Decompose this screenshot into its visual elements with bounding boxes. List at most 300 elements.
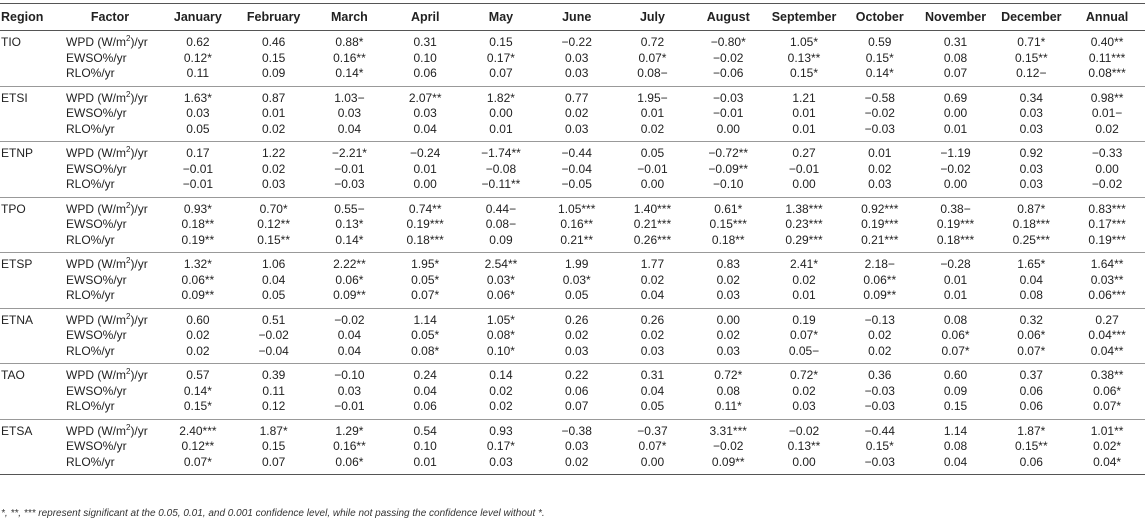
value-cell: 0.01 <box>868 146 892 160</box>
value-cell: 0.13* <box>335 217 364 231</box>
region-cell <box>0 399 60 419</box>
value-cell: 0.03** <box>1090 272 1124 287</box>
value-cell: 0.06* <box>1017 328 1046 342</box>
value-cell: 0.02 <box>489 383 513 398</box>
col-header-august: August <box>690 4 766 31</box>
value-cell: 0.00 <box>766 455 842 475</box>
value-cell: 0.39 <box>261 368 286 382</box>
value-cell: 1.32* <box>183 257 212 271</box>
value-cell: 0.01 <box>640 106 665 120</box>
factor-cell-rlo: RLO%/yr <box>60 455 160 475</box>
value-cell: 0.05 <box>539 288 615 308</box>
value-cell: −0.03 <box>713 90 744 105</box>
region-cell: ETNA <box>1 312 34 327</box>
value-cell: 0.27 <box>1095 312 1119 327</box>
table-row <box>0 344 1145 364</box>
col-header-november: November <box>918 4 994 31</box>
value-cell: 0.03 <box>842 177 918 197</box>
value-cell: 0.03 <box>539 122 615 142</box>
factor-cell-ewso: EWSO%/yr <box>66 328 127 342</box>
value-cell: 0.26 <box>565 312 589 327</box>
value-cell: 0.15 <box>261 50 286 65</box>
value-cell: 0.00 <box>489 106 513 120</box>
value-cell: −0.01 <box>312 399 388 419</box>
value-cell: 0.92 <box>1019 146 1043 160</box>
value-cell: 1.82* <box>486 90 515 105</box>
value-cell: 0.13** <box>787 439 821 453</box>
table-row <box>0 253 1145 273</box>
results-table <box>0 3 1145 475</box>
value-cell: 0.03 <box>236 177 312 197</box>
table-row <box>0 122 1145 142</box>
table-row <box>0 31 1145 51</box>
value-cell: 0.09** <box>312 288 388 308</box>
value-cell: −0.44 <box>561 146 592 160</box>
factor-cell-wpd: WPD $(W/m^2)/yr$ <box>66 256 148 271</box>
value-cell: −2.21* <box>331 146 367 160</box>
value-cell: 0.01 <box>918 288 994 308</box>
col-header-september: September <box>766 4 842 31</box>
table-body <box>0 31 1145 475</box>
region-cell: TIO <box>1 35 21 49</box>
value-cell: 0.09 <box>463 233 539 253</box>
value-cell: 0.31 <box>413 35 437 49</box>
value-cell: 0.11*** <box>1088 50 1126 65</box>
value-cell: 0.07* <box>789 328 819 342</box>
value-cell: 0.14* <box>842 66 918 86</box>
value-cell: 1.99 <box>565 257 589 271</box>
region-cell <box>0 106 60 122</box>
value-cell: 1.63* <box>183 90 212 105</box>
value-cell: 0.15* <box>766 66 842 86</box>
col-header-july: July <box>615 4 691 31</box>
value-cell: 0.03 <box>766 399 842 419</box>
value-cell: 0.08*** <box>1069 66 1145 86</box>
value-cell: 0.21** <box>539 233 615 253</box>
value-cell: −0.02 <box>713 50 744 65</box>
value-cell: 0.10 <box>413 50 437 65</box>
value-cell: 0.02 <box>160 344 236 364</box>
value-cell: −0.38 <box>561 423 592 438</box>
value-cell: 0.00 <box>387 177 463 197</box>
value-cell: 0.08 <box>943 439 968 453</box>
value-cell: 0.03* <box>486 272 515 287</box>
region-cell: ETSP <box>1 257 33 271</box>
factor-cell-wpd: WPD $(W/m^2)/yr$ <box>66 200 148 216</box>
value-cell: 0.04 <box>413 383 437 398</box>
value-cell: 0.04 <box>261 272 286 287</box>
value-cell: −0.02 <box>334 312 365 327</box>
value-cell: 0.69 <box>943 90 968 105</box>
value-cell: 0.23*** <box>785 217 823 231</box>
value-cell: 0.04 <box>312 122 388 142</box>
value-cell: 0.05 <box>615 399 691 419</box>
value-cell: 0.06* <box>335 272 364 287</box>
value-cell: 0.06* <box>1093 383 1122 398</box>
value-cell: 0.26 <box>640 312 665 327</box>
col-header-april: April <box>387 4 463 31</box>
value-cell: 0.03 <box>993 122 1069 142</box>
factor-cell-rlo: RLO%/yr <box>60 344 160 364</box>
value-cell: 0.24 <box>413 368 437 382</box>
value-cell: −0.08 <box>485 161 517 176</box>
superscript: 2 <box>125 34 131 43</box>
value-cell: 0.16** <box>560 217 594 231</box>
table-row <box>0 308 1145 328</box>
table-row <box>0 217 1145 233</box>
value-cell: 0.11 <box>160 66 236 86</box>
region-cell <box>0 66 60 86</box>
value-cell: 0.15*** <box>709 217 747 231</box>
value-cell: −0.04 <box>561 161 592 176</box>
value-cell: −0.28 <box>940 257 971 271</box>
value-cell: 0.14 <box>489 368 513 382</box>
value-cell: 0.17* <box>486 50 515 65</box>
value-cell: −0.03 <box>864 383 895 398</box>
value-cell: −0.01 <box>334 161 365 176</box>
value-cell: 0.03 <box>615 344 691 364</box>
col-header-february: February <box>236 4 312 31</box>
table-row <box>0 399 1145 419</box>
value-cell: 0.71* <box>1017 35 1046 49</box>
value-cell: 0.02* <box>1093 439 1122 453</box>
value-cell: 0.22 <box>565 368 589 382</box>
table-header <box>0 4 1145 31</box>
value-cell: 0.01 <box>766 122 842 142</box>
value-cell: 0.15* <box>865 439 894 453</box>
value-cell: 0.02 <box>868 328 892 342</box>
value-cell: 0.18** <box>181 217 215 231</box>
value-cell: 0.00 <box>615 455 691 475</box>
region-cell <box>0 288 60 308</box>
table-row <box>0 419 1145 439</box>
value-cell: −0.09** <box>708 161 749 176</box>
value-cell: 1.64** <box>1090 257 1124 271</box>
value-cell: 0.03 <box>337 383 362 398</box>
value-cell: 0.00 <box>943 106 968 120</box>
value-cell: 0.03 <box>690 288 766 308</box>
value-cell: 0.25*** <box>993 233 1069 253</box>
value-cell: 0.54 <box>413 423 437 438</box>
value-cell: 0.37 <box>1019 368 1043 382</box>
value-cell: 0.93 <box>489 423 513 438</box>
value-cell: 1.14 <box>943 423 968 438</box>
value-cell: 0.01 <box>463 122 539 142</box>
value-cell: 0.06 <box>993 399 1069 419</box>
region-cell: ETNP <box>1 146 34 160</box>
value-cell: 0.36 <box>868 368 892 382</box>
value-cell: 0.01 <box>918 122 994 142</box>
value-cell: 2.22** <box>333 257 366 271</box>
value-cell: 0.07* <box>993 344 1069 364</box>
value-cell: 0.92*** <box>861 201 899 216</box>
factor-cell-rlo: RLO%/yr <box>60 399 160 419</box>
value-cell: 0.06* <box>941 328 970 342</box>
value-cell: −0.13 <box>864 312 895 327</box>
factor-cell-rlo: RLO%/yr <box>60 177 160 197</box>
factor-cell-wpd: WPD $(W/m^2)/yr$ <box>66 422 148 438</box>
header-row <box>0 4 1145 31</box>
value-cell: 0.06 <box>565 383 589 398</box>
value-cell: 0.03 <box>993 177 1069 197</box>
value-cell: 0.01− <box>1091 106 1123 120</box>
factor-cell-wpd: WPD $(W/m^2)/yr$ <box>66 145 148 160</box>
factor-cell-wpd: WPD $(W/m^2)/yr$ <box>66 311 148 327</box>
table-row <box>0 142 1145 162</box>
value-cell: −0.22 <box>561 35 592 49</box>
value-cell: 0.10 <box>413 439 437 453</box>
value-cell: 0.01 <box>766 288 842 308</box>
value-cell: 0.17*** <box>1088 217 1126 231</box>
value-cell: 0.11 <box>262 383 285 398</box>
value-cell: 0.07 <box>236 455 312 475</box>
value-cell: 0.31 <box>640 368 665 382</box>
value-cell: 0.16** <box>333 50 366 65</box>
value-cell: 1.95− <box>637 90 668 105</box>
value-cell: 0.98** <box>1090 90 1124 105</box>
value-cell: 1.05*** <box>558 201 596 216</box>
value-cell: 0.06 <box>993 455 1069 475</box>
value-cell: −0.33 <box>1091 146 1123 160</box>
table-row <box>0 288 1145 308</box>
value-cell: 0.59 <box>868 35 892 49</box>
value-cell: 0.15 <box>918 399 994 419</box>
value-cell: −0.02 <box>1069 177 1145 197</box>
value-cell: 0.04* <box>1069 455 1145 475</box>
region-cell <box>0 439 60 455</box>
value-cell: 0.08 <box>993 288 1069 308</box>
value-cell: 0.08− <box>615 66 691 86</box>
region-cell <box>0 273 60 289</box>
value-cell: 0.03 <box>1019 161 1043 176</box>
value-cell: 0.06 <box>387 399 463 419</box>
region-cell <box>0 328 60 344</box>
value-cell: 0.61* <box>714 201 743 216</box>
col-header-january: January <box>160 4 236 31</box>
value-cell: 0.00 <box>918 177 994 197</box>
value-cell: −0.80* <box>710 35 746 49</box>
value-cell: 1.65* <box>1017 257 1046 271</box>
factor-cell-ewso: EWSO%/yr <box>66 217 127 231</box>
value-cell: 0.07 <box>463 66 539 86</box>
value-cell: 0.74** <box>408 201 442 216</box>
factor-cell-ewso: EWSO%/yr <box>66 106 127 120</box>
col-header-june: June <box>539 4 615 31</box>
value-cell: −0.02 <box>788 423 820 438</box>
value-cell: 0.38** <box>1090 368 1124 382</box>
table-row <box>0 384 1145 400</box>
value-cell: 1.05* <box>789 35 819 49</box>
value-cell: −0.01 <box>713 106 744 120</box>
value-cell: 0.15* <box>160 399 236 419</box>
value-cell: 0.02 <box>463 399 539 419</box>
value-cell: 0.62 <box>186 35 210 49</box>
value-cell: −0.02 <box>940 161 971 176</box>
value-cell: 0.02 <box>716 272 740 287</box>
table-row <box>0 51 1145 67</box>
value-cell: 0.04 <box>615 288 691 308</box>
value-cell: 0.04 <box>640 383 665 398</box>
value-cell: 0.07* <box>387 288 463 308</box>
value-cell: 1.29* <box>335 423 364 438</box>
value-cell: −0.10 <box>334 368 365 382</box>
value-cell: 1.22 <box>261 146 286 160</box>
value-cell: 0.51 <box>261 312 286 327</box>
superscript: 2 <box>125 422 131 432</box>
value-cell: 0.02 <box>640 272 665 287</box>
value-cell: 0.02 <box>842 344 918 364</box>
value-cell: 0.17* <box>486 439 515 453</box>
value-cell: 0.21*** <box>633 217 672 231</box>
value-cell: 0.01 <box>387 455 463 475</box>
table-row <box>0 106 1145 122</box>
value-cell: 0.77 <box>565 90 589 105</box>
region-cell: ETSA <box>1 423 33 438</box>
value-cell: 0.08* <box>486 328 515 342</box>
value-cell: 0.26*** <box>615 233 691 253</box>
value-cell: 0.02 <box>615 122 691 142</box>
value-cell: 0.09 <box>943 383 968 398</box>
value-cell: 0.12** <box>181 439 215 453</box>
value-cell: −0.02 <box>258 328 289 342</box>
value-cell: 0.01 <box>943 272 968 287</box>
value-cell: 0.05 <box>160 122 236 142</box>
value-cell: 0.12 <box>236 399 312 419</box>
value-cell: 0.02 <box>792 383 816 398</box>
value-cell: −1.19 <box>940 146 971 160</box>
col-header-october: October <box>842 4 918 31</box>
value-cell: 0.01 <box>792 106 816 120</box>
value-cell: 0.05 <box>236 288 312 308</box>
value-cell: 1.38*** <box>785 201 823 216</box>
value-cell: 0.15* <box>865 50 894 65</box>
value-cell: −0.72** <box>708 146 749 160</box>
value-cell: 0.12** <box>257 217 290 231</box>
region-cell <box>0 384 60 400</box>
value-cell: −1.74** <box>481 146 521 160</box>
value-cell: 0.87* <box>1017 201 1046 216</box>
superscript: 2 <box>125 256 131 265</box>
col-header-factor: Factor <box>60 4 160 31</box>
value-cell: −0.01 <box>160 177 236 197</box>
value-cell: 0.03 <box>539 66 615 86</box>
value-cell: 0.04*** <box>1088 328 1126 342</box>
value-cell: −0.05 <box>539 177 615 197</box>
value-cell: 1.14 <box>413 312 437 327</box>
value-cell: 0.03 <box>690 344 766 364</box>
region-cell <box>0 455 60 475</box>
value-cell: 0.14* <box>183 383 212 398</box>
value-cell: 1.05* <box>486 312 515 327</box>
value-cell: 0.01 <box>413 161 437 176</box>
value-cell: 0.87 <box>261 90 286 105</box>
value-cell: 0.72 <box>640 35 665 49</box>
table-row <box>0 162 1145 178</box>
value-cell: 0.03 <box>539 344 615 364</box>
value-cell: −0.02 <box>713 439 744 453</box>
value-cell: 0.00 <box>690 122 766 142</box>
region-cell <box>0 217 60 233</box>
value-cell: 0.07* <box>918 344 994 364</box>
value-cell: 0.34 <box>1019 90 1043 105</box>
col-header-december: December <box>993 4 1069 31</box>
value-cell: 0.07* <box>160 455 236 475</box>
value-cell: 0.27 <box>792 146 816 160</box>
value-cell: 0.03 <box>337 106 362 120</box>
value-cell: 0.32 <box>1019 312 1043 327</box>
value-cell: 0.02 <box>565 106 589 120</box>
value-cell: 0.05 <box>640 146 665 160</box>
table-row <box>0 439 1145 455</box>
value-cell: 0.10* <box>463 344 539 364</box>
value-cell: 0.02 <box>1069 122 1145 142</box>
factor-cell-ewso: EWSO%/yr <box>66 439 127 453</box>
value-cell: 0.09** <box>842 288 918 308</box>
value-cell: 0.02 <box>716 328 740 342</box>
value-cell: 0.70* <box>259 201 288 216</box>
superscript: 2 <box>125 145 131 154</box>
value-cell: 0.04 <box>1019 272 1043 287</box>
value-cell: 2.41* <box>789 257 819 271</box>
value-cell: −0.03 <box>842 399 918 419</box>
value-cell: 0.07* <box>1069 399 1145 419</box>
col-header-annual: Annual <box>1069 4 1145 31</box>
table-row <box>0 273 1145 289</box>
value-cell: 0.02 <box>565 328 589 342</box>
region-cell <box>0 122 60 142</box>
value-cell: 0.09 <box>236 66 312 86</box>
table-row <box>0 233 1145 253</box>
value-cell: 0.05* <box>411 272 440 287</box>
value-cell: 0.07* <box>638 439 667 453</box>
value-cell: 0.18*** <box>1012 217 1050 231</box>
value-cell: 0.19 <box>792 312 816 327</box>
value-cell: 0.06* <box>463 288 539 308</box>
value-cell: 0.03 <box>565 50 589 65</box>
value-cell: 0.04 <box>337 328 362 342</box>
value-cell: 0.15 <box>261 439 286 453</box>
table-row <box>0 86 1145 106</box>
table-row <box>0 197 1145 217</box>
value-cell: 0.00 <box>1095 161 1119 176</box>
value-cell: −0.44 <box>864 423 895 438</box>
value-cell: −0.03 <box>842 455 918 475</box>
value-cell: 0.14* <box>312 233 388 253</box>
value-cell: 0.02 <box>868 161 892 176</box>
region-cell: TPO <box>1 201 26 216</box>
factor-cell-wpd: WPD $(W/m^2)/yr$ <box>66 89 148 105</box>
region-cell <box>0 344 60 364</box>
value-cell: 2.07** <box>408 90 442 105</box>
value-cell: −0.01 <box>637 161 668 176</box>
value-cell: 0.40** <box>1090 35 1124 49</box>
value-cell: −0.03 <box>842 122 918 142</box>
value-cell: 0.05− <box>766 344 842 364</box>
region-cell: ETSI <box>1 90 28 105</box>
value-cell: 0.03 <box>463 455 539 475</box>
table-row <box>0 455 1145 475</box>
value-cell: −0.04 <box>236 344 312 364</box>
value-cell: 0.17 <box>186 146 210 160</box>
value-cell: 0.46 <box>261 35 286 49</box>
value-cell: 0.15** <box>1014 439 1048 453</box>
value-cell: 0.02 <box>640 328 665 342</box>
value-cell: 0.03* <box>562 272 591 287</box>
value-cell: 0.44− <box>485 201 517 216</box>
value-cell: 0.55− <box>334 201 365 216</box>
value-cell: 0.08 <box>943 50 968 65</box>
value-cell: 1.06 <box>261 257 286 271</box>
